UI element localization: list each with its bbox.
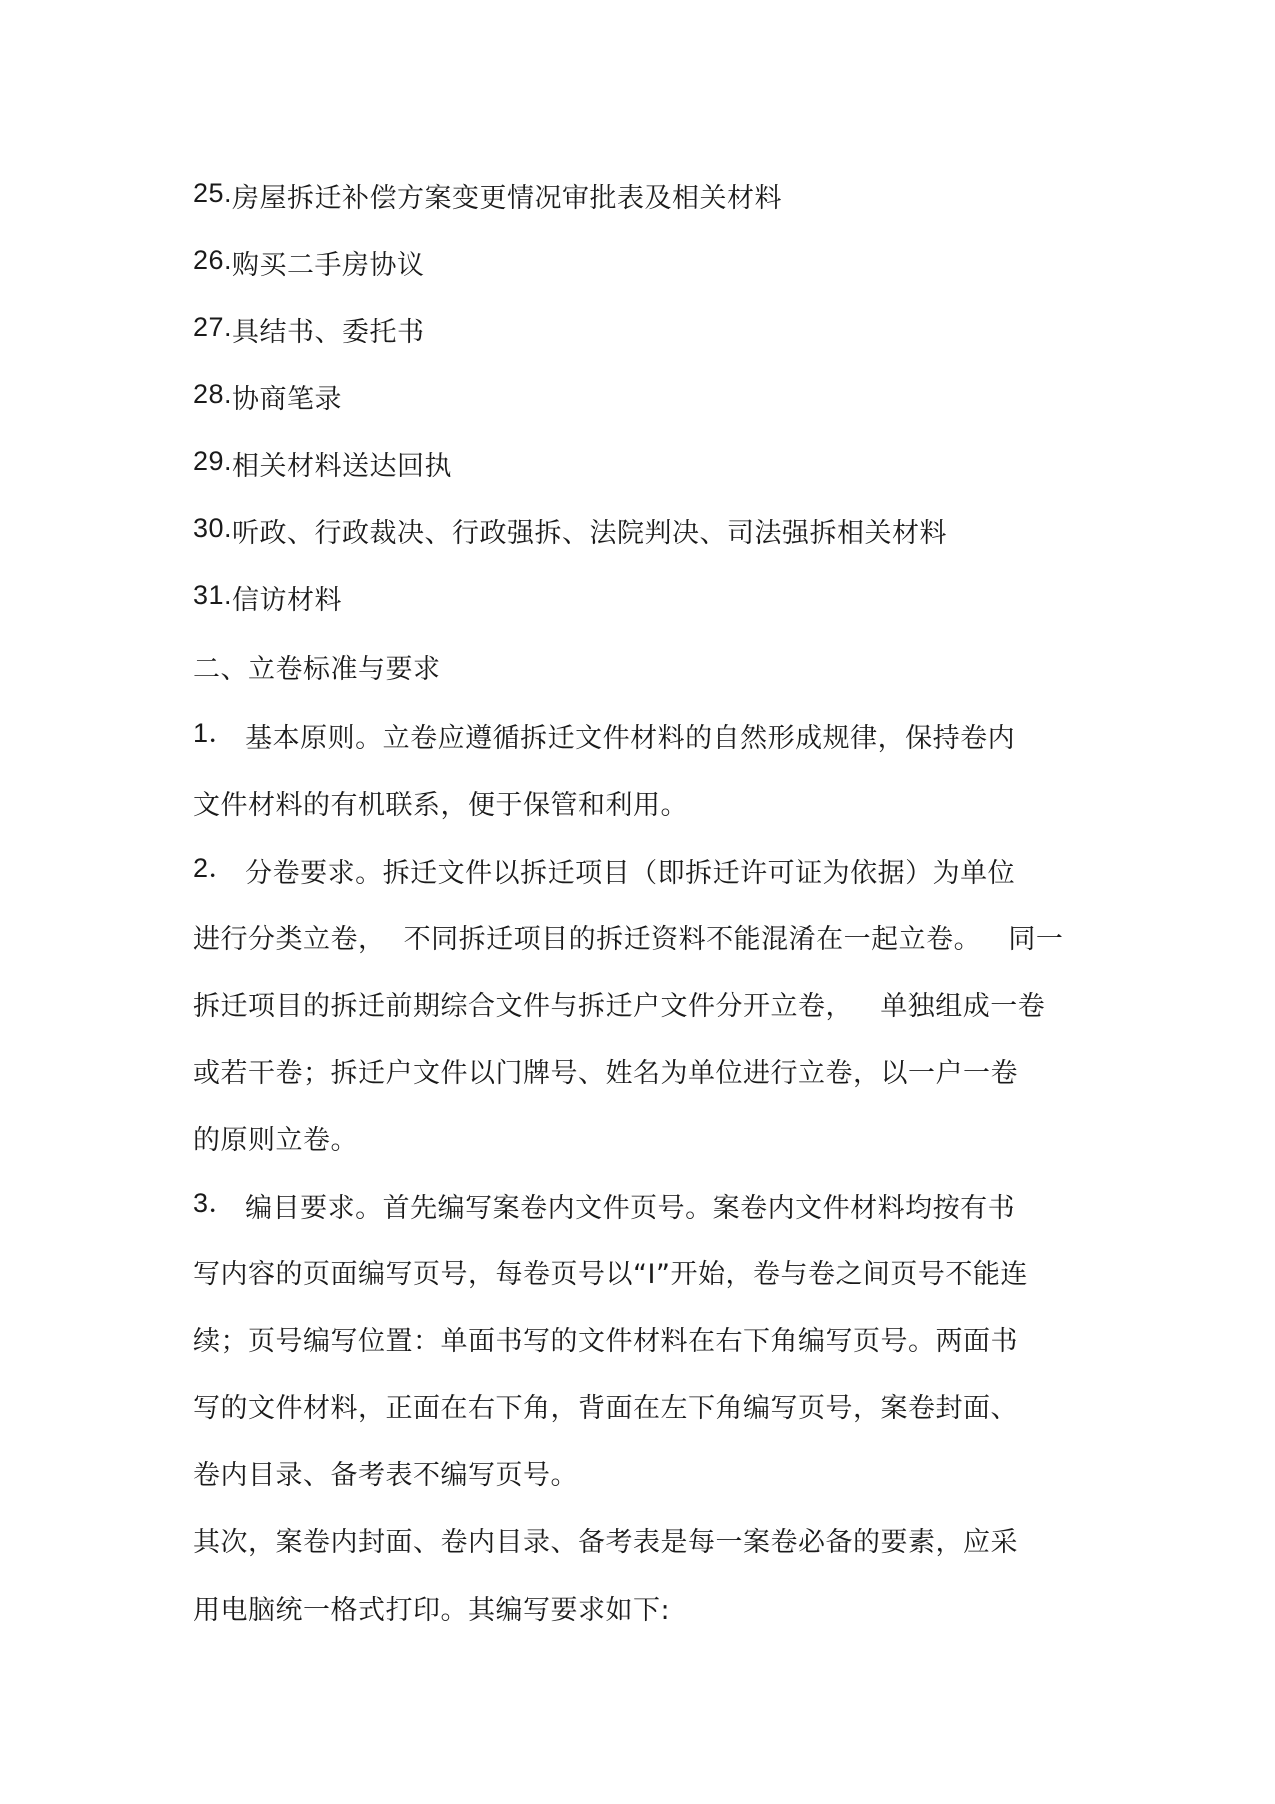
list-item-26 [193, 247, 425, 284]
list-number: 28. [193, 379, 233, 409]
paragraph-3-line-3: 续；页号编写位置：单面书写的文件材料在右下角编写页号。两面书 [193, 1326, 1018, 1357]
paragraph-3-line-4: 写的文件材料，正面在右下角，背面在左下角编写页号，案卷封面、 [193, 1393, 1018, 1424]
list-text: 信访材料 [232, 585, 343, 616]
paragraph-1-line-2: 文件材料的有机联系，便于保管和利用。 [193, 790, 688, 821]
list-text: 听政、行政裁决、行政强拆、法院判决、司法强拆相关材料 [232, 518, 948, 549]
paragraph-3-line-5: 卷内目录、备考表不编写页号。 [193, 1460, 578, 1491]
list-number: 26. [193, 245, 233, 275]
paragraph-number: 1． [193, 718, 237, 748]
list-number: 27. [193, 312, 233, 342]
list-item-31 [193, 582, 342, 619]
paragraph-number: 2． [193, 853, 237, 883]
list-number: 29. [193, 446, 233, 476]
list-number: 30. [193, 513, 233, 543]
list-item-27 [193, 314, 425, 351]
list-text: 房屋拆迁补偿方案变更情况审批表及相关材料 [232, 183, 783, 214]
section-heading: 二、立卷标准与要求 [193, 654, 441, 685]
paragraph-3-line-2: 写内容的页面编写页号，每卷页号以“I”开始，卷与卷之间页号不能连 [193, 1259, 1028, 1290]
paragraph-1-line-1: 1． 基本原则。立卷应遵循拆迁文件材料的自然形成规律，保持卷内 [193, 718, 1016, 754]
list-item-25 [193, 180, 782, 217]
paragraph-3-line-1: 3． 编目要求。首先编写案卷内文件页号。案卷内文件材料均按有书 [193, 1188, 1016, 1224]
paragraph-4-line-2: 用电脑统一格式打印。其编写要求如下: [193, 1595, 671, 1626]
list-text: 相关材料送达回执 [232, 451, 453, 482]
list-item-30 [193, 515, 947, 552]
list-text: 具结书、委托书 [232, 317, 425, 348]
paragraph-2-line-2: 进行分类立卷， 不同拆迁项目的拆迁资料不能混淆在一起立卷。 同一 [193, 924, 1064, 955]
list-number: 31. [193, 580, 233, 610]
paragraph-2-line-4: 或若干卷；拆迁户文件以门牌号、姓名为单位进行立卷，以一户一卷 [193, 1058, 1018, 1089]
paragraph-2-line-3: 拆迁项目的拆迁前期综合文件与拆迁户文件分开立卷， 单独组成一卷 [193, 991, 1046, 1022]
list-number: 25. [193, 178, 233, 208]
list-item-29 [193, 448, 452, 485]
paragraph-2-line-5: 的原则立卷。 [193, 1125, 358, 1156]
list-item-28 [193, 381, 342, 418]
paragraph-4-line-1: 其次，案卷内封面、卷内目录、备考表是每一案卷必备的要素，应采 [193, 1527, 1018, 1558]
paragraph-number: 3． [193, 1188, 237, 1218]
list-text: 协商笔录 [232, 384, 343, 415]
paragraph-2-line-1: 2． 分卷要求。拆迁文件以拆迁项目（即拆迁许可证为依据）为单位 [193, 853, 1016, 889]
list-text: 购买二手房协议 [232, 250, 425, 281]
